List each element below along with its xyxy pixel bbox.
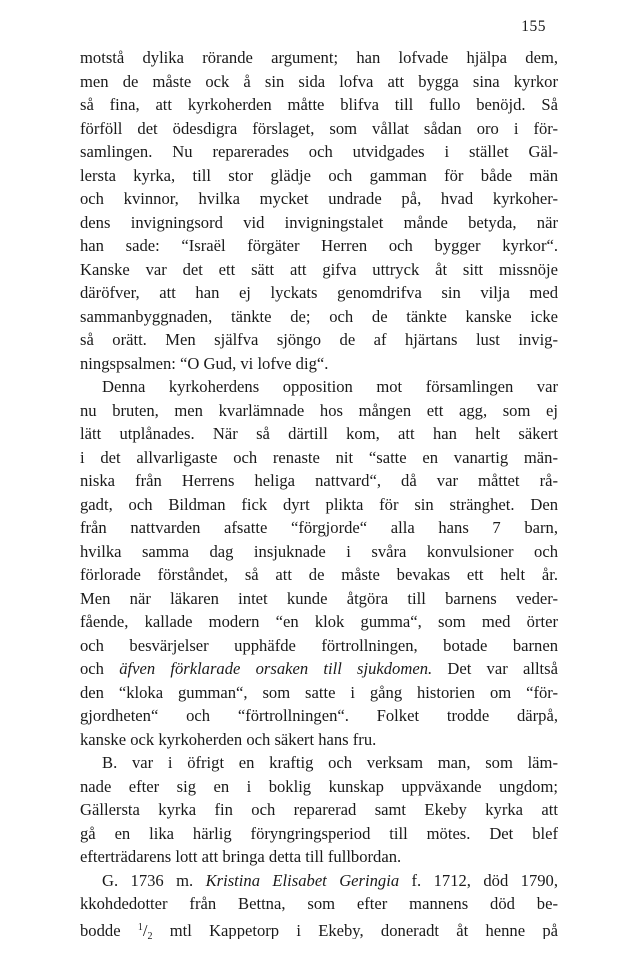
text-run: Det var alltså: [432, 659, 558, 678]
text-line: så fina, att kyrkoherden måtte blifva till fullo benöjd. Så: [80, 95, 558, 114]
text-line: men de måste ock å sin sida lofva att bygga sina kyrkor: [80, 71, 558, 91]
text-line: kkohdedotter från Bettna, som efter mannens död be-: [80, 894, 558, 913]
text-line: kanske ock kyrkoherden och säkert hans fru.: [80, 729, 377, 749]
text-line: lätt utplånades. När så därtill kom, att han helt säkert: [80, 424, 558, 443]
text-line: och besvärjelser upphäfde förtrollningen, botade barnen: [80, 635, 558, 655]
body-text: [80, 46, 558, 939]
text-run: mtl Kappetorp i Ekeby, doneradt åt henne på: [152, 920, 558, 939]
text-line: han sade: “Israël förgäter Herren och bygger kyrkor“.: [80, 236, 558, 255]
text-line: från nattvarden afsatte “förgjorde“ alla hans 7 barn,: [80, 518, 558, 537]
text-run: och: [80, 659, 120, 678]
italic-text-run: Kristina Elisabet Geringia: [205, 870, 400, 890]
text-line: fående, kallade modern “en klok gumma“, som med örter: [80, 612, 558, 631]
text-line: i det allvarligaste och renaste nit “satte en vanartig män-: [80, 447, 558, 467]
text-line-mixed: [80, 869, 558, 893]
text-line: sammanbyggnaden, tänkte de; och de tänkte kanske icke: [80, 306, 558, 326]
page-number: 155: [521, 18, 546, 35]
text-line: samlingen. Nu reparerades och utvidgades i stället Gäl-: [80, 142, 558, 161]
text-line: förlorade förståndet, så att de måste bevakas ett helt år.: [80, 565, 558, 584]
text-line: så orätt. Men själfva sjöngo de af hjärtans lust invig-: [80, 330, 558, 349]
text-run: G. 1736 m.: [102, 870, 206, 890]
text-line: gå en lika härlig föryngringsperiod till mötes. Det blef: [80, 823, 558, 843]
fraction-denominator: 2: [147, 930, 153, 939]
text-line: Men när läkaren intet kunde åtgöra till barnens veder-: [80, 588, 558, 608]
text-line: lersta kyrka, till stor glädje och gamman för både män: [80, 165, 558, 185]
text-run: f. 1712, död 1790,: [399, 870, 558, 890]
text-line: nu bruten, men kvarlämnade hos mången ett agg, som ej: [80, 400, 558, 420]
text-line: förföll det ödesdigra förslaget, som vållat sådan oro i för-: [80, 118, 558, 138]
italic-text-run: äfven förklarade orsaken till sjukdomen.: [119, 659, 433, 678]
text-run: bodde: [80, 920, 138, 939]
text-line: gjordheten“ och “förtrollningen“. Folket trodde därpå,: [80, 706, 558, 725]
text-line: efterträdarens lott att bringa detta till fullbordan.: [80, 847, 402, 866]
text-line: Denna kyrkoherdens opposition mot församlingen var: [102, 377, 558, 396]
text-line: niska från Herrens heliga nattvard“, då var måttet rå-: [80, 471, 558, 490]
text-line: den “kloka gumman“, som satte i gång historien om “för-: [80, 682, 558, 702]
text-line: nade efter sig en i boklig kunskap uppväxande ungdom;: [80, 776, 558, 796]
text-line: Gällersta kyrka fin och reparerad samt Ekeby kyrka att: [80, 800, 558, 819]
text-line-fraction: [80, 916, 558, 940]
text-line: gadt, och Bildman fick dyrt plikta för sin stränghet. Den: [80, 494, 558, 514]
text-line: hvilka samma dag insjuknade i svåra konvulsioner och: [80, 541, 558, 561]
text-line: ningspsalmen: “O Gud, vi lofve dig“.: [80, 353, 329, 373]
text-line: dens invigningsord vid invigningstalet månde betyda, när: [80, 212, 558, 232]
text-line: B. var i öfrigt en kraftig och verksam man, som läm-: [102, 753, 558, 772]
fraction-numerator: 1: [137, 921, 143, 933]
fraction-slash: /: [142, 920, 148, 939]
text-line: och kvinnor, hvilka mycket undrade på, hvad kyrkoher-: [80, 189, 558, 208]
text-line-mixed: [80, 657, 558, 681]
fraction: [138, 921, 153, 940]
text-line: däröfver, att han ej lyckats genomdrifva sin vilja med: [80, 283, 558, 302]
text-line: motstå dylika rörande argument; han lofvade hjälpa dem,: [80, 48, 558, 67]
text-line: Kanske var det ett sätt att gifva uttryck åt sitt missnöje: [80, 259, 558, 279]
